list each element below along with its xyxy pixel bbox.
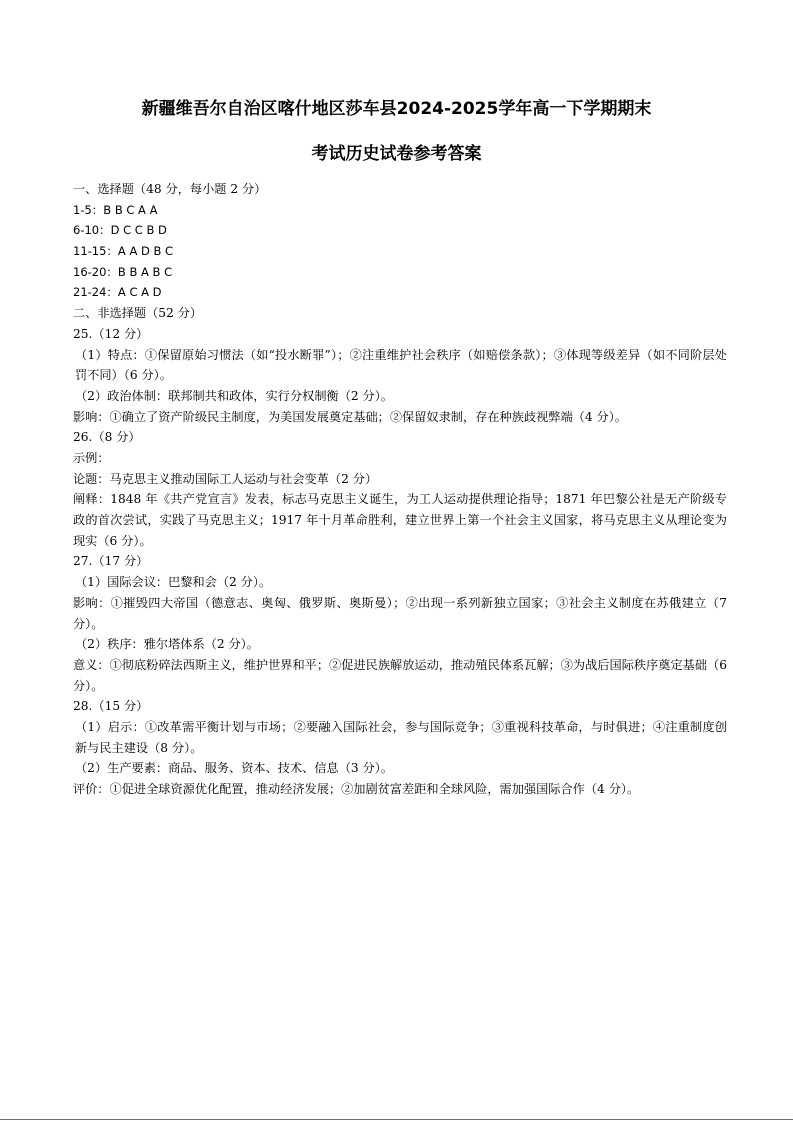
q28-part2: （2）生产要素：商品、服务、资本、技术、信息（3 分）。 <box>75 761 393 776</box>
q28-part1: （1）启示：①改革需平衡计划与市场；②要融入国际社会，参与国际竞争；③重视科技革命，与时俱进；④注重制度创新与民主建设（8 分）。 <box>75 720 727 755</box>
q26-example-label: 示例： <box>73 450 110 465</box>
answer-body <box>73 179 727 800</box>
q25-part2: （2）政治体制：联邦制共和政体，实行分权制衡（2 分）。 <box>75 388 393 403</box>
q25-impact: 影响：①确立了资产阶级民主制度，为美国发展奠定基础；②保留奴隶制，存在种族歧视弊端（4 分）。 <box>73 409 627 424</box>
answer-row-16-20: 16-20：B B A B C <box>73 264 173 279</box>
q27-part2: （2）秩序：雅尔塔体系（2 分）。 <box>75 637 259 652</box>
document-title-line2: 考试历史试卷参考答案 <box>311 144 482 164</box>
q26-thesis: 论题：马克思主义推动国际工人运动与社会变革（2 分） <box>73 471 378 486</box>
section2-heading: 二、非选择题（52 分） <box>73 306 203 321</box>
document-title-line1: 新疆维吾尔自治区喀什地区莎车县2024-2025学年高一下学期期末 <box>141 99 652 119</box>
q26-header: 26.（8 分） <box>73 430 141 445</box>
q27-header: 27.（17 分） <box>73 554 149 569</box>
answer-row-6-10: 6-10：D C C B D <box>73 223 167 238</box>
q28-evaluation: 评价：①促进全球资源优化配置，推动经济发展；②加剧贫富差距和全球风险，需加强国际合作（4 分）。 <box>73 782 640 797</box>
q27-significance: 意义：①彻底粉碎法西斯主义，维护世界和平；②促进民族解放运动，推动殖民体系瓦解；③为战后国际秩序奠定基础（6 分）。 <box>73 657 727 693</box>
q25-header: 25.（12 分） <box>73 326 149 341</box>
q26-explanation: 阐释：1848 年《共产党宣言》发表，标志马克思主义诞生，为工人运动提供理论指导；1871 年巴黎公社是无产阶级专政的首次尝试，实践了马克思主义；1917 年十月革命胜利，建立世界上第一个社会主义国家，将马克思主义从理论变为现实（6 分）。 <box>73 492 727 548</box>
answer-row-1-5: 1-5：B B C A A <box>73 202 158 217</box>
section1-heading: 一、选择题（48 分，每小题 2 分） <box>73 182 267 196</box>
answer-row-11-15: 11-15：A A D B C <box>73 244 174 259</box>
answer-row-21-24: 21-24：A C A D <box>73 285 162 300</box>
q25-part1: （1）特点：①保留原始习惯法（如“投水断罪”）；②注重维护社会秩序（如赔偿条款）；③体现等级差异（如不同阶层处罚不同）（6 分）。 <box>75 347 727 383</box>
q28-header: 28.（15 分） <box>73 699 149 714</box>
q27-part1: （1）国际会议：巴黎和会（2 分）。 <box>75 575 272 590</box>
page-bottom-divider <box>0 1119 793 1120</box>
q27-impact: 影响：①摧毁四大帝国（德意志、奥匈、俄罗斯、奥斯曼）；②出现一系列新独立国家；③社会主义制度在苏俄建立（7 分）。 <box>73 595 727 631</box>
